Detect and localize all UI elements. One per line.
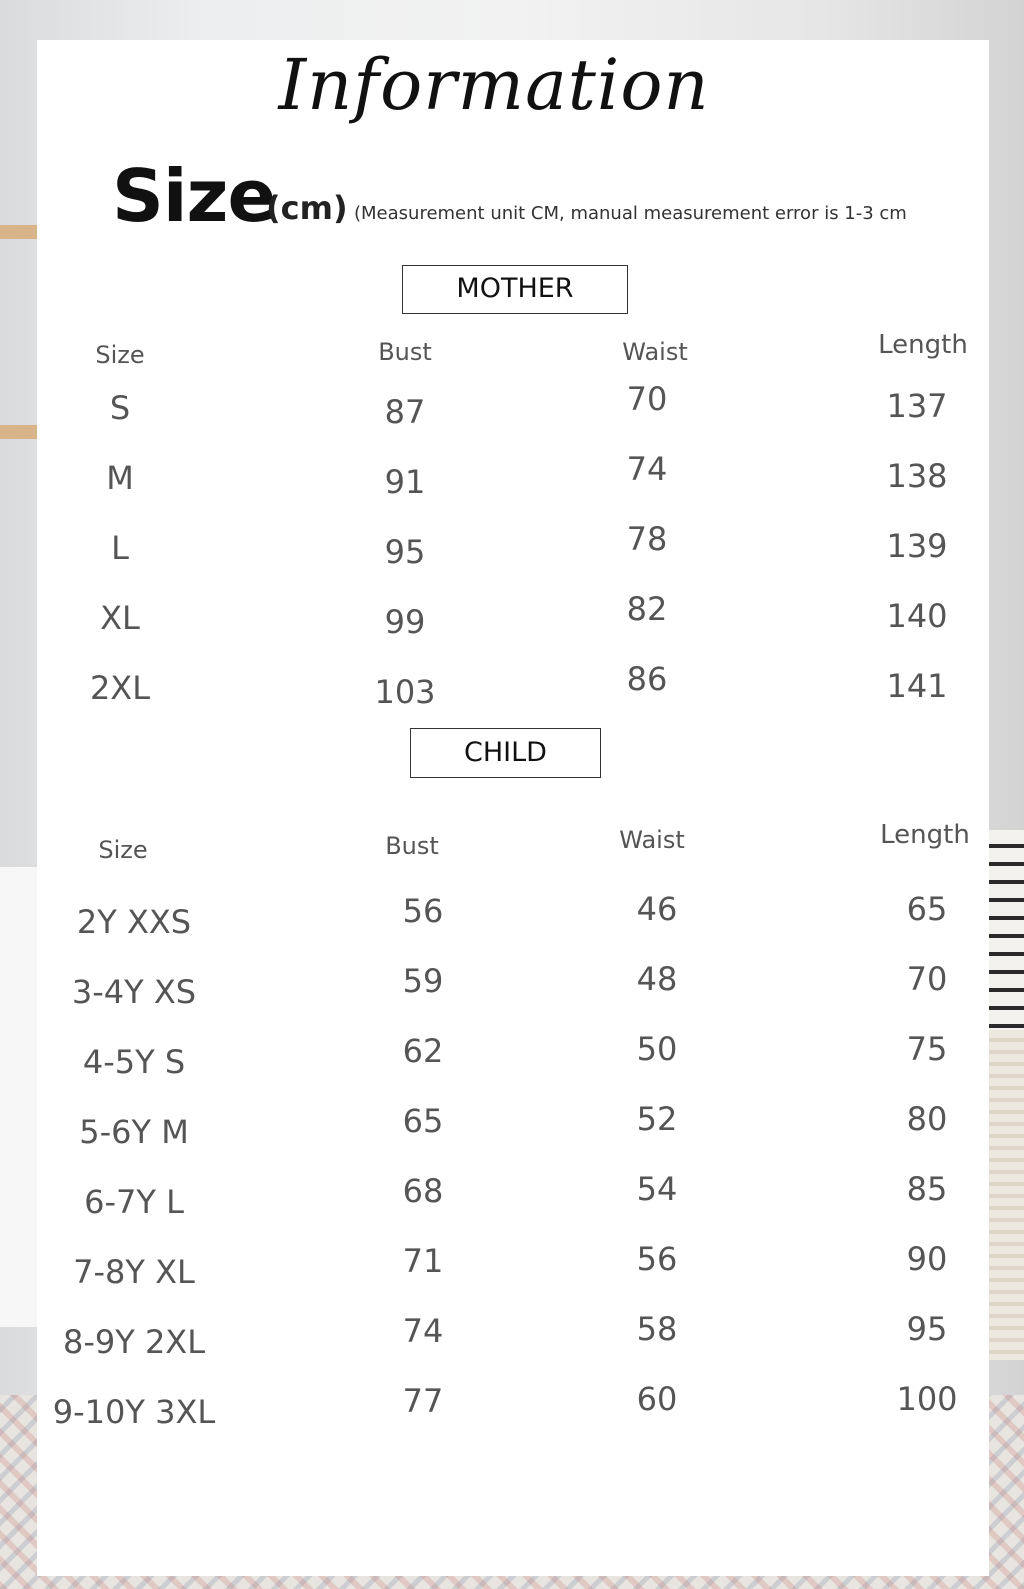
- mother-cell-length: 138: [886, 457, 948, 495]
- mother-cell-waist: 82: [626, 590, 668, 628]
- mother-header-waist: Waist: [622, 338, 688, 366]
- background-shelf: [0, 225, 40, 239]
- child-cell-bust: 59: [402, 962, 444, 1000]
- child-cell-length: 70: [906, 960, 948, 998]
- child-cell-waist: 50: [636, 1030, 678, 1068]
- child-cell-waist: 48: [636, 960, 678, 998]
- mother-header-bust: Bust: [378, 338, 432, 366]
- background-pillow: [986, 830, 1024, 1030]
- child-cell-length: 80: [906, 1100, 948, 1138]
- child-cell-bust: 65: [402, 1102, 444, 1140]
- mother-cell-size: 2XL: [89, 669, 151, 707]
- child-cell-length: 95: [906, 1310, 948, 1348]
- mother-cell-size: S: [109, 389, 131, 427]
- child-cell-size: 9-10Y 3XL: [52, 1393, 216, 1431]
- mother-cell-length: 140: [886, 597, 948, 635]
- child-cell-length: 65: [906, 890, 948, 928]
- child-cell-size: 5-6Y M: [79, 1113, 189, 1151]
- mother-cell-size: M: [106, 459, 134, 497]
- mother-cell-waist: 70: [626, 380, 668, 418]
- child-cell-bust: 74: [402, 1312, 444, 1350]
- section-label-child: CHILD: [410, 728, 601, 778]
- mother-header-size: Size: [95, 341, 145, 369]
- child-header-waist: Waist: [619, 826, 685, 854]
- child-cell-size: 6-7Y L: [84, 1183, 184, 1221]
- child-cell-bust: 62: [402, 1032, 444, 1070]
- child-header-size: Size: [98, 836, 148, 864]
- mother-header-length: Length: [878, 330, 968, 360]
- mother-cell-size: XL: [100, 599, 140, 637]
- child-cell-waist: 58: [636, 1310, 678, 1348]
- mother-cell-length: 141: [886, 667, 948, 705]
- mother-cell-waist: 74: [626, 450, 668, 488]
- child-cell-waist: 60: [636, 1380, 678, 1418]
- child-cell-waist: 46: [636, 890, 678, 928]
- child-cell-length: 90: [906, 1240, 948, 1278]
- child-cell-size: 7-8Y XL: [73, 1253, 195, 1291]
- child-cell-size: 4-5Y S: [82, 1043, 186, 1081]
- child-cell-size: 2Y XXS: [76, 903, 192, 941]
- mother-cell-length: 139: [886, 527, 948, 565]
- mother-cell-bust: 91: [384, 463, 426, 501]
- child-cell-bust: 68: [402, 1172, 444, 1210]
- mother-cell-size: L: [111, 529, 129, 567]
- mother-cell-bust: 99: [384, 603, 426, 641]
- mother-cell-bust: 103: [374, 673, 436, 711]
- child-cell-bust: 56: [402, 892, 444, 930]
- mother-cell-bust: 87: [384, 393, 426, 431]
- child-cell-size: 8-9Y 2XL: [62, 1323, 206, 1361]
- child-cell-size: 3-4Y XS: [71, 973, 197, 1011]
- background-shelf: [0, 425, 40, 439]
- child-cell-waist: 56: [636, 1240, 678, 1278]
- child-cell-waist: 54: [636, 1170, 678, 1208]
- child-cell-bust: 71: [402, 1242, 444, 1280]
- mother-cell-waist: 78: [626, 520, 668, 558]
- child-cell-waist: 52: [636, 1100, 678, 1138]
- child-cell-bust: 77: [402, 1382, 444, 1420]
- page-title: Information: [278, 44, 710, 126]
- size-unit: (cm): [266, 189, 348, 227]
- size-note: (Measurement unit CM, manual measurement error is 1-3 cm: [354, 203, 907, 224]
- mother-cell-bust: 95: [384, 533, 426, 571]
- section-label-mother: MOTHER: [402, 265, 628, 314]
- child-cell-length: 85: [906, 1170, 948, 1208]
- background-cabinet: [0, 865, 40, 1327]
- background-blanket: [986, 1030, 1024, 1360]
- child-header-bust: Bust: [385, 832, 439, 860]
- mother-cell-length: 137: [886, 387, 948, 425]
- child-cell-length: 100: [896, 1380, 958, 1418]
- child-cell-length: 75: [906, 1030, 948, 1068]
- size-heading: Size: [112, 154, 276, 238]
- child-header-length: Length: [880, 820, 970, 850]
- mother-cell-waist: 86: [626, 660, 668, 698]
